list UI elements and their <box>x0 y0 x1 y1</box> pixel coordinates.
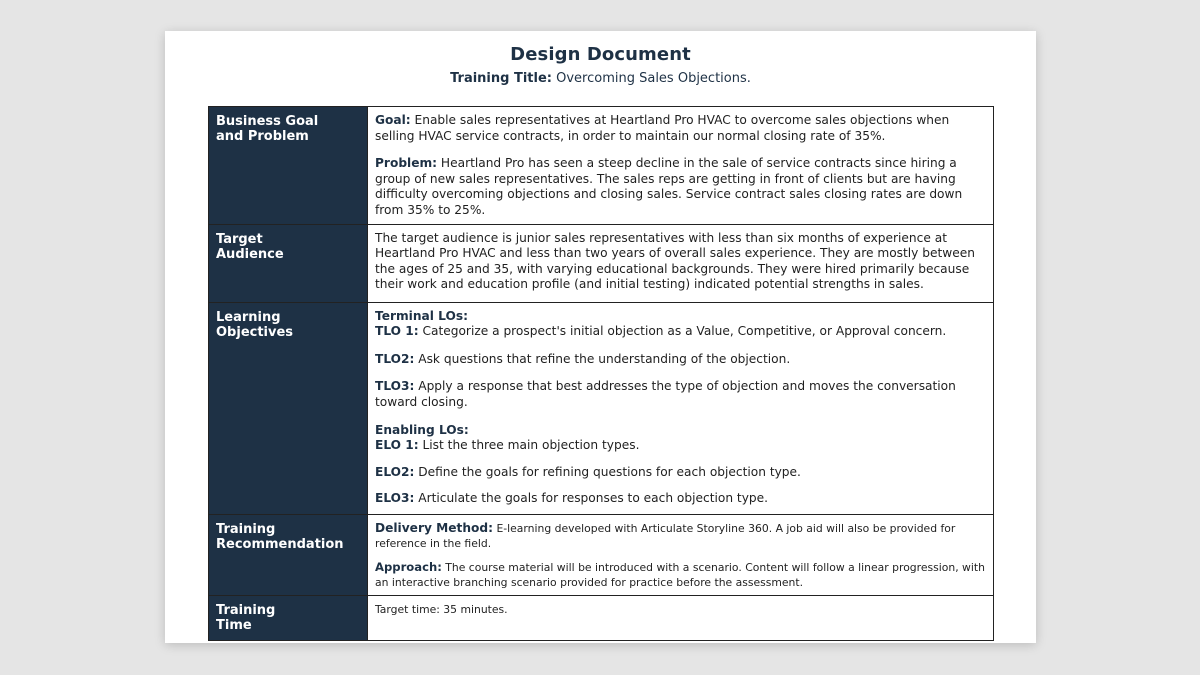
row-training-time <box>209 595 994 640</box>
tlo3-text: Apply a response that best addresses the type of objection and moves the conversation toward closing. <box>375 379 956 409</box>
tlo1-text: Categorize a prospect's initial objection as a Value, Competitive, or Approval concern. <box>418 324 947 339</box>
tlo2-label: TLO2: <box>375 351 415 366</box>
problem-paragraph <box>375 156 986 218</box>
row-target-audience <box>209 224 994 302</box>
problem-text: Heartland Pro has seen a steep decline in the sale of service contracts since hiring a group of new sales representatives. The sales reps are getting in front of clients but are having difficulty overcoming objections and closing sales. Service contract sales closing rates are down from 35% to 25%. <box>375 156 963 217</box>
label-line: Business Goal <box>216 114 319 129</box>
approach-label: Approach: <box>375 559 442 574</box>
elo3 <box>375 491 986 507</box>
audience-text: The target audience is junior sales representatives with less than six months of experience at Heartland Pro HVAC and less than two years of overall sales experience. They are mostly between the ages of 25 and 35, with varying educational backgrounds. They were hired primarily because their work and education profile (and initial testing) indicated potential strengths in sales. <box>375 230 975 292</box>
problem-label: Problem: <box>375 156 438 171</box>
row-learning-objectives <box>209 302 994 514</box>
delivery-method-text: E-learning developed with Articulate Storyline 360. A job aid will also be provided for reference in the field. <box>375 521 956 550</box>
tlo1-label: TLO 1: <box>375 324 419 339</box>
label-learning-objectives <box>209 302 368 514</box>
elo3-text: Articulate the goals for responses to each objection type. <box>414 491 769 506</box>
goal-text: Enable sales representatives at Heartland Pro HVAC to overcome sales objections when selling HVAC service contracts, in order to maintain our normal closing rate of 35%. <box>375 113 950 143</box>
tlo1 <box>375 324 986 340</box>
tlo2-text: Ask questions that refine the understanding of the objection. <box>414 351 791 366</box>
label-line: Target <box>216 231 263 247</box>
elo2-label: ELO2: <box>375 464 415 479</box>
approach <box>375 560 986 590</box>
delivery-method-label: Delivery Method: <box>375 520 494 535</box>
label-training-recommendation <box>209 514 368 595</box>
tlo2 <box>375 352 986 368</box>
content-target-audience <box>368 224 994 302</box>
label-line: Learning <box>216 309 281 325</box>
content-training-time <box>368 595 994 640</box>
enabling-los-heading: Enabling LOs: <box>375 422 469 437</box>
row-business-goal <box>209 107 994 225</box>
content-training-recommendation <box>368 514 994 595</box>
label-line: Recommendation <box>216 536 344 552</box>
document-title: Design Document <box>510 44 691 65</box>
label-line: Training <box>216 521 276 537</box>
terminal-los-heading: Terminal LOs: <box>375 308 468 323</box>
elo1 <box>375 438 986 454</box>
training-time-text: Target time: 35 minutes. <box>375 602 508 616</box>
label-training-time <box>209 595 368 640</box>
goal-label: Goal: <box>375 113 411 127</box>
label-business-goal <box>209 107 368 225</box>
training-title-value: Overcoming Sales Objections. <box>551 71 751 86</box>
label-line: Time <box>216 617 252 633</box>
delivery-method <box>375 521 986 551</box>
tlo3 <box>375 379 986 410</box>
elo2-text: Define the goals for refining questions for each objection type. <box>414 464 801 479</box>
design-table <box>208 106 994 641</box>
elo1-text: List the three main objection types. <box>418 438 640 453</box>
elo1-label: ELO 1: <box>375 438 419 453</box>
training-title-label: Training Title: <box>450 71 552 86</box>
label-line: Objectives <box>216 324 294 340</box>
label-line: Training <box>216 602 276 618</box>
content-learning-objectives <box>368 302 994 514</box>
tlo3-label: TLO3: <box>375 379 415 394</box>
label-target-audience <box>209 224 368 302</box>
label-line: Audience <box>216 246 284 262</box>
elo2 <box>375 465 986 481</box>
row-training-recommendation <box>209 514 994 595</box>
label-line: and Problem <box>216 129 309 144</box>
training-title <box>165 71 1036 86</box>
approach-text: The course material will be introduced with a scenario. Content will follow a linear progression, with an interactive branching scenario provided for practice before the assessment. <box>375 560 985 589</box>
goal-paragraph <box>375 113 986 144</box>
elo3-label: ELO3: <box>375 491 415 506</box>
content-business-goal <box>368 107 994 225</box>
document-page <box>165 31 1036 643</box>
